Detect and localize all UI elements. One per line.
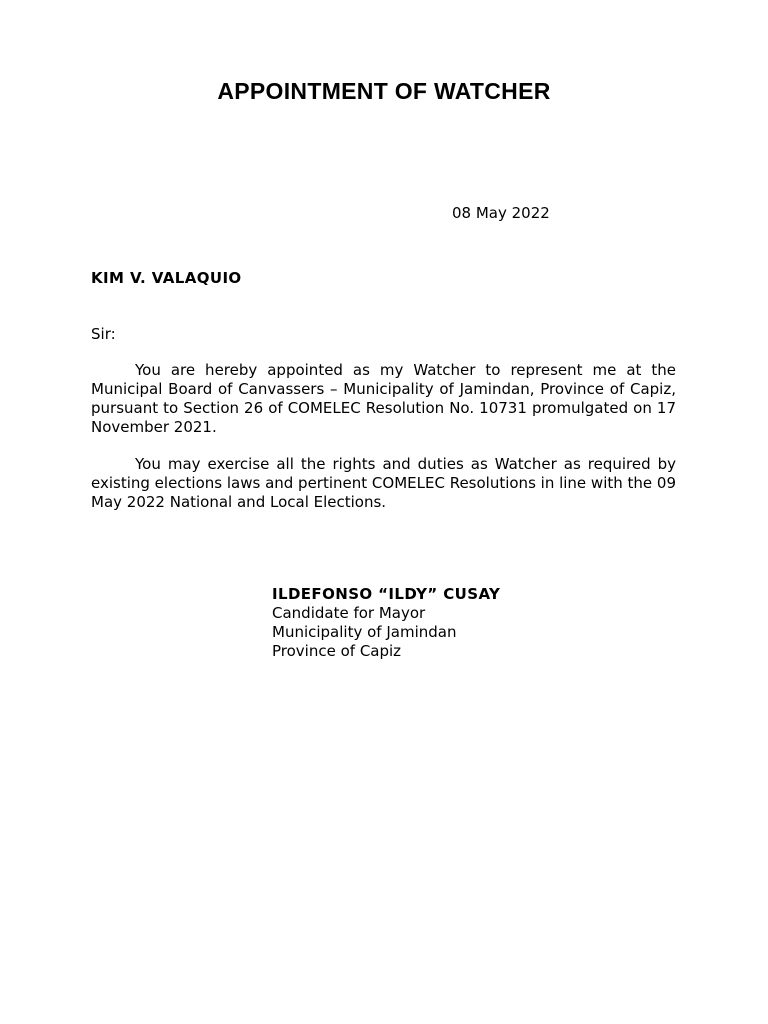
body-paragraph-2: You may exercise all the rights and duties as Watcher as required by existing elections laws and pertinent COMELEC Resolutions in line with the 09 May 2022 National and Local Elections. [91,455,676,511]
signature-block [272,585,500,661]
signatory-position: Candidate for Mayor [272,604,426,622]
signatory-municipality: Municipality of Jamindan [272,623,457,641]
signatory-province: Province of Capiz [272,642,402,660]
document-title: APPOINTMENT OF WATCHER [217,78,551,104]
letter-date: 08 May 2022 [452,204,550,222]
signatory-name: ILDEFONSO “ILDY” CUSAY [272,585,501,603]
salutation: Sir: [91,325,116,343]
addressee-name: KIM V. VALAQUIO [91,269,242,287]
body-paragraph-1: You are hereby appointed as my Watcher to represent me at the Municipal Board of Canvassers – Municipality of Jamindan, Province of Capiz, pursuant to Section 26 of COMELEC Resolution No. 10731 promulgated on 17 November 2021. [91,361,676,436]
